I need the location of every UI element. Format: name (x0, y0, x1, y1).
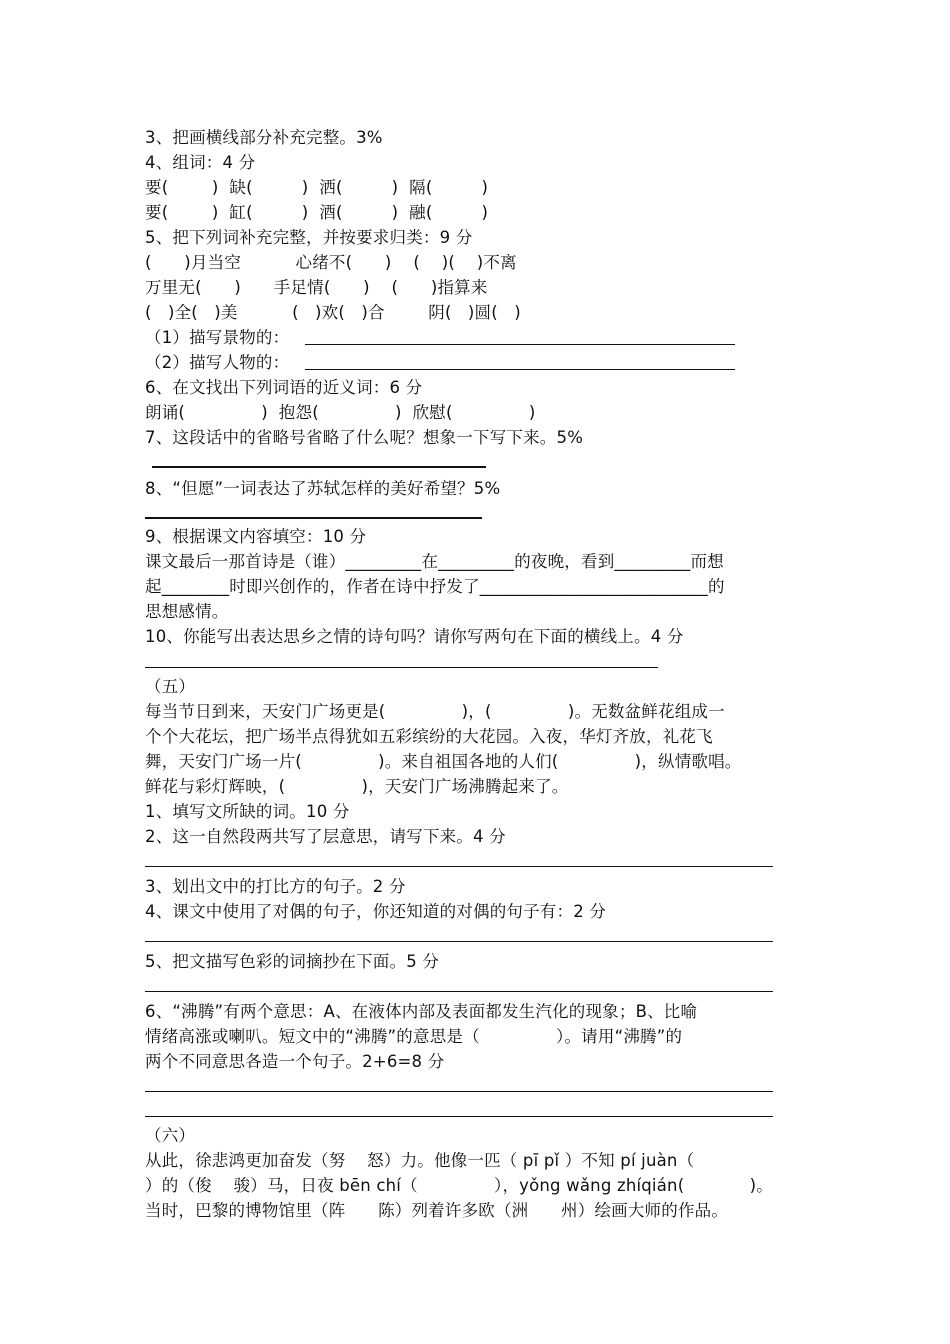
q5-sub-2: （2）描写人物的： (145, 353, 290, 372)
s5-q4: 4、课文中使用了对偶的句子，你还知道的对偶的句子有：2 分 (145, 902, 607, 921)
s5-q6-line-3: 两个不同意思各造一个句子。2+6=8 分 (145, 1052, 445, 1071)
passage-6-line-2: ）的（俊 骏）马，日夜 bēn chí（ ），yǒng wǎng zhíqián( )。 (145, 1176, 774, 1195)
answer-line (145, 991, 773, 992)
answer-line (145, 1116, 773, 1117)
q9-title: 9、根据课文内容填空：10 分 (145, 527, 367, 546)
q5-sub-1: （1）描写景物的： (145, 328, 290, 347)
passage-5-line-1: 每当节日到来，天安门广场更是( )，( )。无数盆鲜花组成一 (145, 702, 725, 721)
q4-title: 4、组词：4 分 (145, 153, 256, 172)
answer-line (145, 941, 773, 942)
q4-row-1: 要( ) 缺( ) 洒( ) 隔( ) (145, 178, 489, 197)
q8-title: 8、“但愿”一词表达了苏轼怎样的美好希望？5% (145, 479, 501, 498)
answer-line (152, 466, 486, 468)
s5-q6-line-2: 情绪高涨或喇叭。短文中的“沸腾”的意思是（ ）。请用“沸腾”的 (145, 1027, 683, 1046)
q7-title: 7、这段话中的省略号省略了什么呢？想象一下写下来。5% (145, 428, 584, 447)
q5-row-2: 万里无( ) 手足情( ) ( )指算来 (145, 278, 488, 297)
q5-row-1: ( )月当空 心绪不( ) ( )( )不离 (145, 253, 517, 272)
q9-text-3: 思想感情。 (145, 602, 229, 621)
q5-title: 5、把下列词补充完整，并按要求归类：9 分 (145, 228, 473, 247)
q5-row-3: ( )全( )美 ( )欢( )合 阴( )圆( ) (145, 303, 521, 322)
q10-title: 10、你能写出表达思乡之情的诗句吗？请你写两句在下面的横线上。4 分 (145, 627, 684, 646)
q4-row-2: 要( ) 缸( ) 酒( ) 融( ) (145, 203, 489, 222)
answer-line (305, 369, 735, 370)
section-6-heading: （六） (145, 1126, 196, 1145)
answer-line (305, 344, 735, 345)
passage-6-line-1: 从此，徐悲鸿更加奋发（努 怒）力。他像一匹（ pī pǐ ）不知 pí juàn（ (145, 1151, 695, 1170)
passage-6-line-3: 当时，巴黎的博物馆里（阵 陈）列着许多欧（洲 州）绘画大师的作品。 (145, 1201, 729, 1220)
s5-q1: 1、填写文所缺的词。10 分 (145, 802, 350, 821)
s5-q2: 2、这一自然段两共写了层意思，请写下来。4 分 (145, 827, 506, 846)
passage-5-line-2: 个个大花坛，把广场半点得犹如五彩缤纷的大花园。入夜，华灯齐放，礼花飞 (145, 727, 713, 746)
answer-line (145, 667, 658, 668)
passage-5-line-4: 鲜花与彩灯辉映，( )，天安门广场沸腾起来了。 (145, 777, 569, 796)
s5-q5: 5、把文描写色彩的词摘抄在下面。5 分 (145, 952, 440, 971)
q3-line: 3、把画横线部分补充完整。3% (145, 128, 383, 147)
s5-q6-line-1: 6、“沸腾”有两个意思：A、在液体内部及表面都发生汽化的现象；B、比喻 (145, 1002, 698, 1021)
answer-line (145, 1091, 773, 1092)
passage-5-line-3: 舞，天安门广场一片( )。来自祖国各地的人们( )，纵情歌唱。 (145, 752, 742, 771)
section-5-heading: （五） (145, 677, 196, 696)
s5-q3: 3、划出文中的打比方的句子。2 分 (145, 877, 406, 896)
answer-line (145, 517, 482, 519)
answer-line (145, 866, 773, 867)
q9-text-2: 起________时即兴创作的，作者在诗中抒发了___________________________的 (145, 577, 725, 596)
q9-text-1: 课文最后一那首诗是（谁）_________在_________的夜晚，看到_________而想 (145, 552, 724, 571)
q6-row: 朗诵( ) 抱怨( ) 欣慰( ) (145, 403, 536, 422)
q6-title: 6、在文找出下列词语的近义词：6 分 (145, 378, 423, 397)
